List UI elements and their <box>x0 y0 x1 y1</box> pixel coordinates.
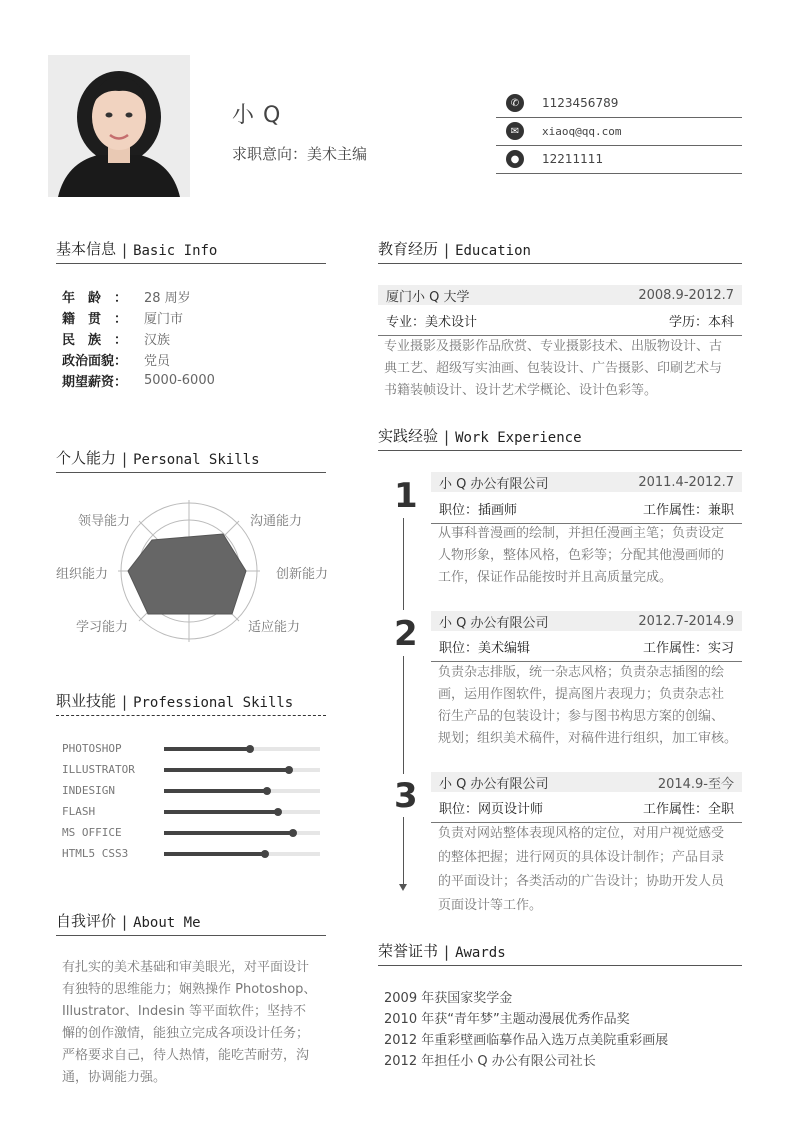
job-type: 工作属性：兼职 <box>642 503 734 518</box>
job-company: 小 Q 办公有限公司 <box>439 476 549 492</box>
section-title-cn: 自我评价 <box>56 912 117 930</box>
section-title-en: Awards <box>455 945 506 961</box>
section-title-en: Professional Skills <box>133 695 294 711</box>
section-title-cn: 基本信息 <box>56 240 117 258</box>
about-line: 有扎实的美术基础和审美眼光，对平面设计 <box>62 960 310 975</box>
section-title-cn: 个人能力 <box>56 449 117 467</box>
qq-icon: ● <box>506 150 524 168</box>
section-awards-title: 荣誉证书 | Awards <box>378 940 742 966</box>
skill-bar-knob <box>261 850 269 858</box>
radar-label: 领导能力 <box>78 514 131 529</box>
award-item: 2010 年获“青年梦”主题动漫展优秀作品奖 <box>384 1012 630 1027</box>
section-pro-title: 职业技能 | Professional Skills <box>56 690 326 716</box>
about-line: 有独特的思维能力；娴熟操作 Photoshop、 <box>62 982 317 997</box>
job-desc-line: 画，运用作图软件，提高图片表现力；负责杂志社 <box>438 687 725 702</box>
skill-bar <box>164 831 320 835</box>
about-line: Illustrator、Indesin 等平面软件；坚持不 <box>62 1004 306 1019</box>
contact-text: 12211111 <box>542 152 604 166</box>
skill-bar-knob <box>263 787 271 795</box>
edu-head <box>378 285 742 305</box>
skill-row <box>62 801 322 822</box>
info-value: 厦门市 <box>144 312 184 327</box>
job-company: 小 Q 办公有限公司 <box>439 776 549 792</box>
job-desc <box>438 523 748 589</box>
job-number: 1 <box>394 476 418 516</box>
pro-skill-list <box>62 738 322 864</box>
edu-degree: 学历：本科 <box>668 315 734 330</box>
info-row <box>62 307 322 328</box>
job-position: 职位：插画师 <box>439 503 518 518</box>
section-work-title: 实践经验 | Work Experience <box>378 425 742 451</box>
job-type: 工作属性：全职 <box>642 802 734 817</box>
job-desc-line: 的平面设计；各类活动的广告设计；协助开发人员 <box>438 874 725 889</box>
contact-text: 1123456789 <box>542 96 619 110</box>
skill-bar-fill <box>164 789 267 793</box>
award-item: 2009 年获国家奖学金 <box>384 991 513 1006</box>
job-role-row <box>431 637 742 662</box>
job-desc-line: 的整体把握；进行网页的具体设计制作；产品目录 <box>438 850 725 865</box>
info-value: 党员 <box>144 354 171 369</box>
section-title-cn: 实践经验 <box>378 427 439 445</box>
section-title-en: Work Experience <box>455 430 582 446</box>
section-basic-title: 基本信息 | Basic Info <box>56 238 326 264</box>
skill-bar-fill <box>164 810 278 814</box>
skill-bar-knob <box>285 766 293 774</box>
skill-bar-knob <box>289 829 297 837</box>
info-value: 28 周岁 <box>144 291 191 306</box>
job-company: 小 Q 办公有限公司 <box>439 615 549 631</box>
section-about-title: 自我评价 | About Me <box>56 910 326 936</box>
section-title-en: Education <box>455 243 531 259</box>
course-line: 典工艺、超级写实油画、包装设计、广告摄影、印刷艺术与 <box>384 361 723 376</box>
skill-bar <box>164 852 320 856</box>
job-desc-line: 负责杂志排版，统一杂志风格；负责杂志插图的绘 <box>438 665 725 680</box>
job-desc-line: 工作，保证作品能按时并且高质量完成。 <box>438 570 673 585</box>
job-number: 2 <box>394 614 418 654</box>
job-type: 工作属性：实习 <box>642 641 734 656</box>
contact-email <box>496 117 742 146</box>
section-title-cn: 职业技能 <box>56 692 117 710</box>
skill-bar-knob <box>274 808 282 816</box>
radar-label: 组织能力 <box>56 567 109 582</box>
job-desc-line: 从事科普漫画的绘制，并担任漫画主笔；负责设定 <box>438 526 725 541</box>
section-title-cn: 荣誉证书 <box>378 942 439 960</box>
radar-label: 学习能力 <box>76 620 129 635</box>
radar-label: 沟通能力 <box>250 514 303 529</box>
info-key: 年 龄 ： <box>62 291 128 306</box>
job-head <box>431 611 742 631</box>
skill-label: MS OFFICE <box>62 826 122 839</box>
section-skills-title: 个人能力 | Personal Skills <box>56 447 326 473</box>
job-position: 职位：美术编辑 <box>439 641 531 656</box>
contact-text: xiaoq@qq.com <box>542 124 622 138</box>
radar-label: 创新能力 <box>276 567 329 582</box>
info-key: 民 族 ： <box>62 333 128 348</box>
candidate-name: 小 Q <box>232 103 282 128</box>
section-title-en: About Me <box>133 915 201 931</box>
skill-row <box>62 759 322 780</box>
skill-row <box>62 738 322 759</box>
edu-courses <box>384 336 744 402</box>
info-row <box>62 328 322 349</box>
job-head <box>431 472 742 492</box>
about-line: 通，协调能力强。 <box>62 1070 167 1085</box>
info-row <box>62 349 322 370</box>
section-title-en: Basic Info <box>133 243 218 259</box>
edu-major: 专业：美术设计 <box>386 315 478 330</box>
job-desc-line: 页面设计等工作。 <box>438 898 543 913</box>
awards-list <box>384 987 744 1071</box>
info-row <box>62 370 322 391</box>
skill-bar <box>164 789 320 793</box>
school-name: 厦门小 Q 大学 <box>386 289 470 305</box>
profile-photo <box>48 55 190 197</box>
about-line: 严格要求自己，待人热情，能吃苦耐劳，沟 <box>62 1048 310 1063</box>
award-item: 2012 年重彩壁画临摹作品入选万点美院重彩画展 <box>384 1033 669 1048</box>
skill-label: HTML5 CSS3 <box>62 847 129 860</box>
info-value: 汉族 <box>144 333 171 348</box>
edu-major-row <box>378 311 742 336</box>
contact-phone <box>496 89 742 118</box>
job-desc <box>438 822 748 918</box>
timeline-segment <box>403 656 404 774</box>
skill-bar <box>164 747 320 751</box>
basic-info-list <box>62 286 322 391</box>
job-role-row <box>431 499 742 524</box>
info-value: 5000-6000 <box>144 373 215 388</box>
skill-row <box>62 780 322 801</box>
skill-bar-fill <box>164 831 293 835</box>
info-key: 期望薪资： <box>62 375 128 390</box>
job-period: 2014.9-至今 <box>657 776 734 792</box>
timeline-segment <box>403 817 404 885</box>
skill-bar <box>164 768 320 772</box>
course-line: 书籍装帧设计、设计艺术学概论、设计色彩等。 <box>384 383 658 398</box>
job-intent: 求职意向：美术主编 <box>232 145 368 163</box>
about-text <box>62 957 330 1089</box>
info-key: 政治面貌： <box>62 354 128 369</box>
skill-bar-knob <box>246 745 254 753</box>
timeline-segment <box>403 518 404 610</box>
info-row <box>62 286 322 307</box>
skill-label: PHOTOSHOP <box>62 742 122 755</box>
skill-row <box>62 843 322 864</box>
skill-bar-fill <box>164 747 250 751</box>
section-title-en: Personal Skills <box>133 452 260 468</box>
job-position: 职位：网页设计师 <box>439 802 544 817</box>
job-period: 2012.7-2014.9 <box>638 613 734 629</box>
skill-label: INDESIGN <box>62 784 115 797</box>
about-line: 懈的创作激情，能独立完成各项设计任务； <box>62 1026 310 1041</box>
contact-qq <box>496 145 742 174</box>
job-desc-line: 负责对网站整体表现风格的定位，对用户视觉感受 <box>438 826 725 841</box>
mail-icon: ✉ <box>506 122 524 140</box>
job-number: 3 <box>394 776 418 816</box>
skill-row <box>62 822 322 843</box>
timeline-arrow-icon <box>399 884 407 891</box>
skill-bar <box>164 810 320 814</box>
course-line: 专业摄影及摄影作品欣赏、专业摄影技术、出版物设计、古 <box>384 339 723 354</box>
phone-icon: ✆ <box>506 94 524 112</box>
skill-label: FLASH <box>62 805 96 818</box>
award-item: 2012 年担任小 Q 办公有限公司社长 <box>384 1054 596 1069</box>
skill-bar-fill <box>164 852 265 856</box>
job-desc-line: 人物形象，整体风格，色彩等；分配其他漫画师的 <box>438 548 725 563</box>
radar-area <box>128 534 246 614</box>
section-edu-title: 教育经历 | Education <box>378 238 742 264</box>
radar-chart <box>56 490 336 650</box>
radar-label: 适应能力 <box>248 620 301 635</box>
info-key: 籍 贯 ： <box>62 312 128 327</box>
job-desc <box>438 662 748 750</box>
job-role-row <box>431 798 742 823</box>
job-desc-line: 规划；组织美术稿件，对稿件进行组织，加工审核。 <box>438 731 738 746</box>
section-title-cn: 教育经历 <box>378 240 439 258</box>
skill-label: ILLUSTRATOR <box>62 763 135 776</box>
job-desc-line: 衍生产品的包装设计；参与图书构思方案的创编、 <box>438 709 725 724</box>
job-period: 2011.4-2012.7 <box>638 474 734 490</box>
job-head <box>431 772 742 792</box>
skill-bar-fill <box>164 768 289 772</box>
edu-period: 2008.9-2012.7 <box>638 287 734 303</box>
